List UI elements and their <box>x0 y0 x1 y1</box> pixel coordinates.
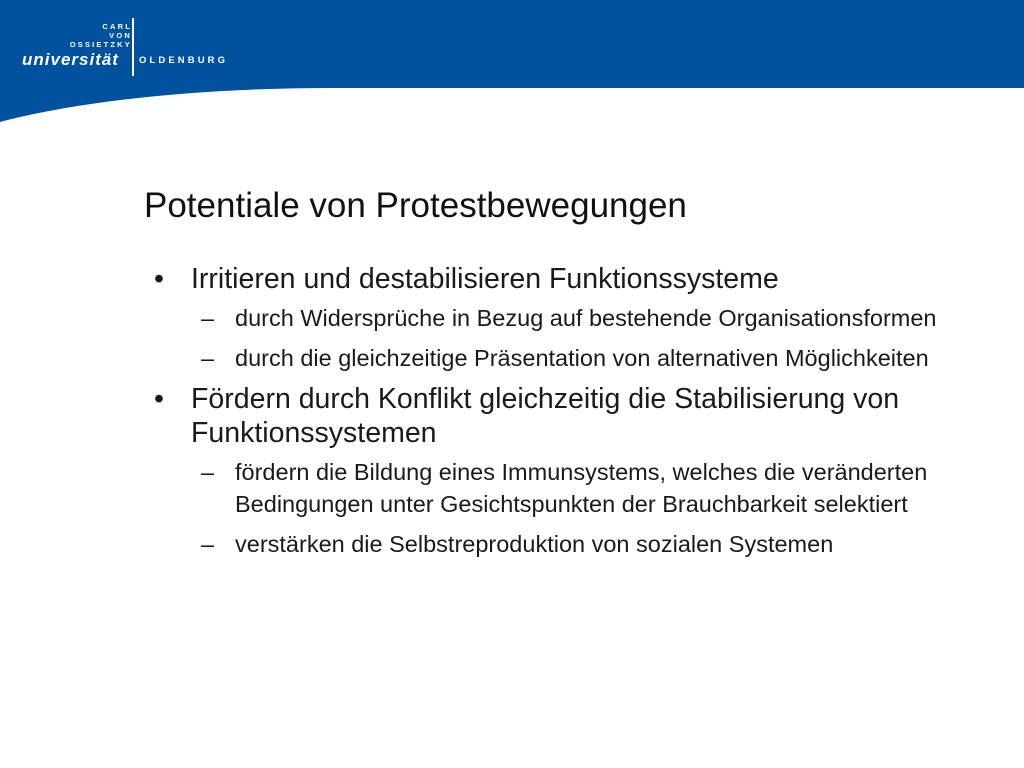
logo-city: OLDENBURG <box>139 55 229 66</box>
dash-marker: – <box>201 345 215 371</box>
dash-marker: – <box>201 305 215 331</box>
slide-content <box>150 262 1000 568</box>
sub-bullet-text: verstärken die Selbstreproduktion von sozialen Systemen <box>235 531 834 557</box>
sub-bullet-text: fördern die Bildung eines Immunsystems, welches die veränderten Bedingungen unter Gesichtspunkten der Brauchbarkeit selektiert <box>235 459 928 517</box>
dash-marker: – <box>201 531 215 557</box>
bullet-marker: • <box>154 383 164 415</box>
bullet-2 <box>150 382 1000 450</box>
logo-university-word: universität <box>22 50 119 69</box>
slide-title: Potentiale von Protestbewegungen <box>144 186 687 225</box>
logo-line-ossietzky: OSSIETZKY <box>69 40 132 49</box>
bullet-1 <box>150 262 1000 296</box>
dash-marker: – <box>201 459 215 485</box>
sub-bullet-2-1 <box>201 456 1000 520</box>
sub-bullet-text: durch die gleichzeitige Präsentation von alternativen Möglichkeiten <box>235 345 929 371</box>
sub-bullet-text: durch Widersprüche in Bezug auf bestehende Organisationsformen <box>235 305 937 331</box>
bullet-marker: • <box>154 263 164 295</box>
sub-bullet-1-2 <box>201 342 1000 374</box>
bullet-text: Fördern durch Konflikt gleichzeitig die Stabilisierung von Funktionssystemen <box>191 383 900 449</box>
bullet-text: Irritieren und destabilisieren Funktionssysteme <box>191 263 779 295</box>
logo-line-carl: CARL <box>102 22 132 31</box>
sub-bullet-2-2 <box>201 528 1000 560</box>
logo-divider <box>132 18 134 76</box>
sub-bullet-1-1 <box>201 302 1000 334</box>
logo-line-von: VON <box>109 31 132 40</box>
